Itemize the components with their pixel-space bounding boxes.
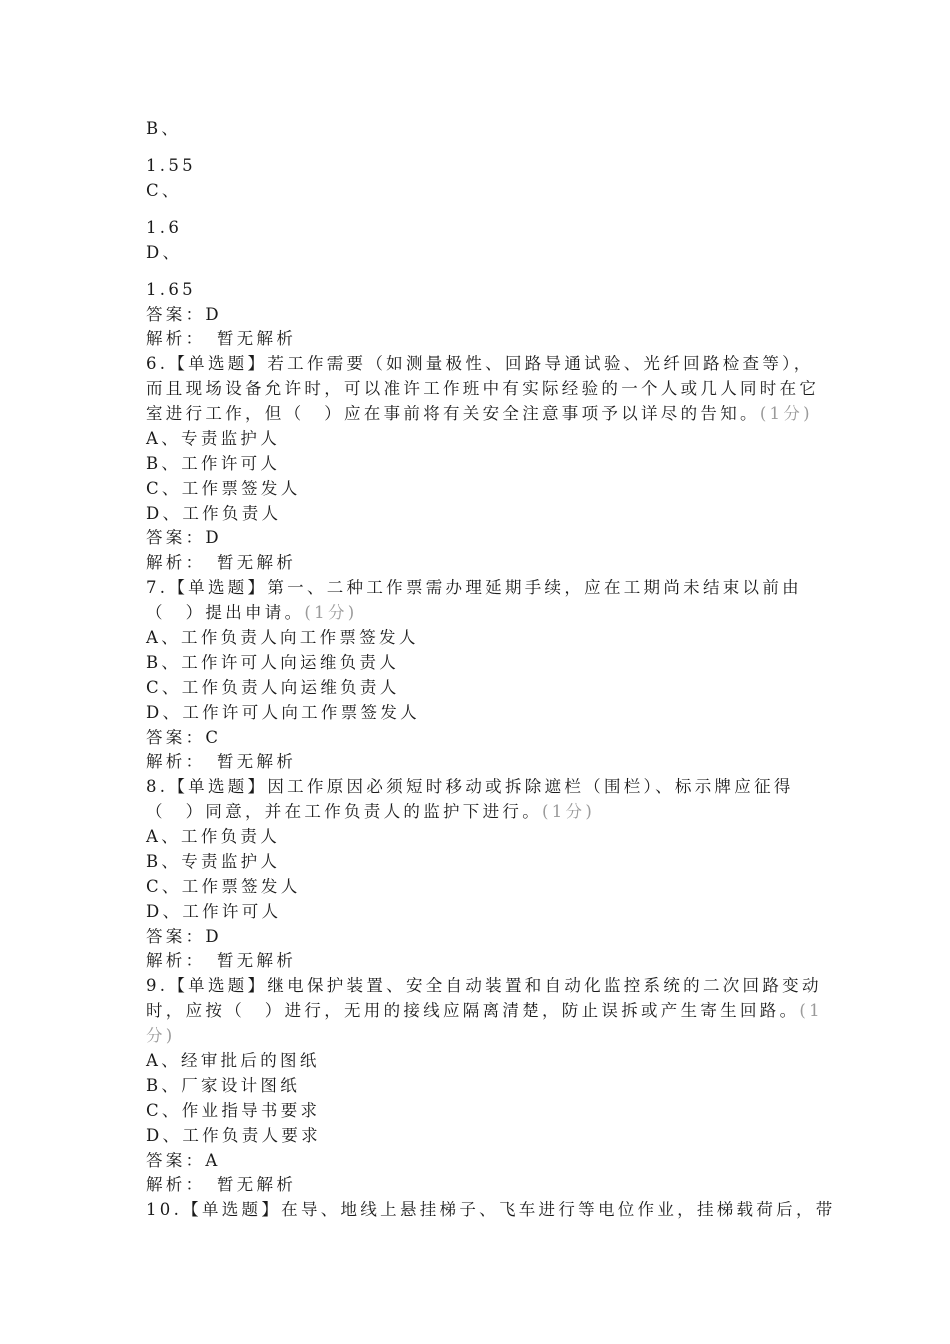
question-stem-text: 时，应按（ ）进行，无用的接线应隔离清楚，防止误拆或产生寄生回路。: [146, 1001, 800, 1020]
question-stem: [146, 403, 813, 425]
question-stem: 8.【单选题】因工作原因必须短时移动或拆除遮栏（围栏）、标示牌应征得: [146, 777, 794, 796]
option: A、专责监护人: [146, 429, 281, 448]
option: C、作业指导书要求: [146, 1101, 321, 1120]
question-score: (1分): [304, 603, 358, 622]
option: B、专责监护人: [146, 852, 281, 871]
option: C、工作票签发人: [146, 877, 301, 896]
analysis: 解析： 暂无解析: [146, 752, 297, 771]
option: D、工作许可人向工作票签发人: [146, 703, 420, 722]
question-score: (1: [799, 1001, 823, 1020]
answer: 答案：D: [146, 305, 222, 324]
question-stem: 6.【单选题】若工作需要（如测量极性、回路导通试验、光纤回路检查等），: [146, 354, 814, 373]
analysis: 解析： 暂无解析: [146, 553, 297, 572]
answer: 答案：D: [146, 528, 222, 547]
option: B、工作许可人向运维负责人: [146, 653, 400, 672]
option-label-c: C、: [146, 181, 182, 200]
question-stem: 而且现场设备允许时，可以准许工作班中有实际经验的一个人或几人同时在它: [146, 379, 820, 398]
question-stem: [146, 602, 357, 624]
analysis: 解析： 暂无解析: [146, 951, 297, 970]
option-label-b: B、: [146, 119, 182, 138]
question-score: 分): [146, 1026, 176, 1045]
question-stem: 7.【单选题】第一、二种工作票需办理延期手续，应在工期尚未结束以前由: [146, 578, 802, 597]
question-score: (1分): [542, 802, 596, 821]
option: D、工作许可人: [146, 902, 282, 921]
answer: 答案：A: [146, 1151, 221, 1170]
analysis: 解析： 暂无解析: [146, 1175, 297, 1194]
option: A、工作负责人: [146, 827, 281, 846]
question-stem: 9.【单选题】继电保护装置、安全自动装置和自动化监控系统的二次回路变动: [146, 976, 822, 995]
analysis: 解析： 暂无解析: [146, 329, 297, 348]
question-stem-text: （ ）提出申请。: [146, 603, 305, 622]
question-stem-text: （ ）同意，并在工作负责人的监护下进行。: [146, 802, 542, 821]
option-value-b: 1.55: [146, 156, 196, 175]
question-stem-text: 室进行工作，但（ ）应在事前将有关安全注意事项予以详尽的告知。: [146, 404, 760, 423]
option: D、工作负责人: [146, 504, 282, 523]
question-stem: [146, 801, 595, 823]
option: D、工作负责人要求: [146, 1126, 321, 1145]
option: A、经审批后的图纸: [146, 1051, 320, 1070]
answer: 答案：C: [146, 728, 222, 747]
option: A、工作负责人向工作票签发人: [146, 628, 419, 647]
option-value-c: 1.6: [146, 218, 183, 237]
option-label-d: D、: [146, 243, 183, 262]
option: C、工作负责人向运维负责人: [146, 678, 400, 697]
question-stem: [146, 1000, 823, 1022]
option-value-d: 1.65: [146, 280, 196, 299]
question-score: (1分): [759, 404, 813, 423]
question-stem: 10.【单选题】在导、地线上悬挂梯子、飞车进行等电位作业，挂梯载荷后，带: [146, 1200, 836, 1219]
option: B、工作许可人: [146, 454, 281, 473]
answer: 答案：D: [146, 927, 222, 946]
option: B、厂家设计图纸: [146, 1076, 301, 1095]
option: C、工作票签发人: [146, 479, 301, 498]
